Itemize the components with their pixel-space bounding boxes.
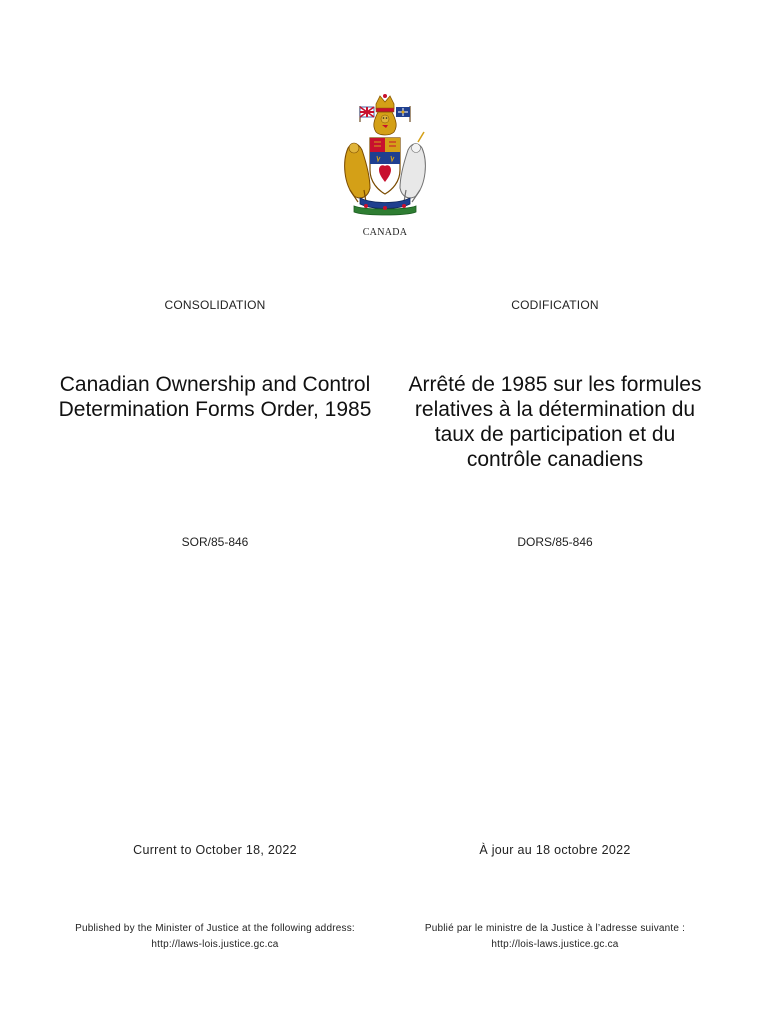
french-title: Arrêté de 1985 sur les formules relatives à la détermination du taux de participation et du contrôle canadiens [408, 373, 702, 471]
coat-of-arms-icon [336, 92, 434, 218]
codification-heading: CODIFICATION [511, 298, 599, 312]
consolidation-heading: CONSOLIDATION [164, 298, 266, 312]
french-regulation-number: DORS/85-846 [517, 535, 593, 549]
english-regulation-number: SOR/85-846 [181, 535, 249, 549]
english-title: Canadian Ownership and Control Determination Forms Order, 1985 [58, 373, 372, 421]
canada-coat-of-arms [336, 92, 434, 218]
country-label: CANADA [362, 227, 408, 238]
english-publication-text: Published by the Minister of Justice at the following address: [75, 923, 355, 934]
english-publication-note [55, 921, 375, 953]
english-publication-url: http://laws-lois.justice.gc.ca [151, 939, 279, 950]
french-publication-note [395, 921, 715, 953]
french-publication-text: Publié par le ministre de la Justice à l’adresse suivante : [424, 923, 686, 934]
english-current-to-date: Current to October 18, 2022 [133, 843, 297, 857]
french-publication-url: http://lois-laws.justice.gc.ca [491, 939, 619, 950]
french-current-to-date: À jour au 18 octobre 2022 [479, 843, 631, 857]
